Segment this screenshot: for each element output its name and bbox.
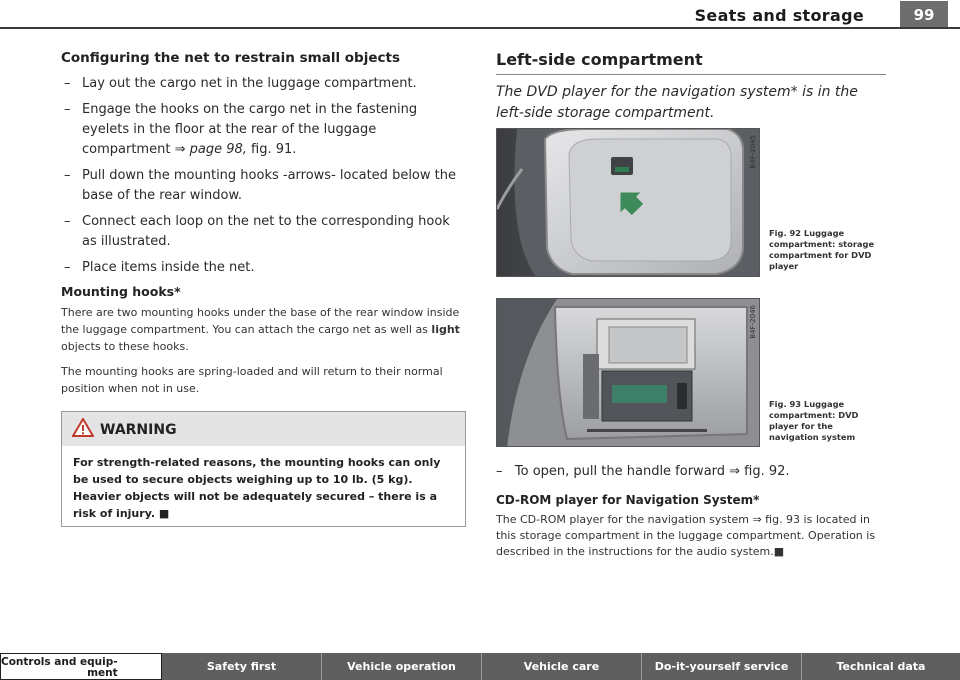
- page-number: 99: [900, 1, 948, 28]
- heading-rule: [496, 74, 886, 75]
- step-item: – Engage the hooks on the cargo net in the fastening eyelets in the floor at the rear of the luggage compartment ⇒ page 98, fig. 91.: [61, 100, 466, 160]
- tab-safety-first[interactable]: Safety first: [162, 653, 322, 680]
- figure-code: B4F-2046: [749, 305, 757, 339]
- step-item: – Place items inside the net.: [61, 258, 466, 278]
- figure-92-storage-compartment: [496, 128, 760, 277]
- header-rule: [0, 27, 960, 29]
- net-config-steps: [61, 74, 466, 278]
- section-title: Seats and storage: [694, 6, 864, 25]
- warning-header: [62, 412, 465, 446]
- right-body: [496, 462, 886, 560]
- figure-code: B4F-2045: [749, 135, 757, 169]
- spring-loaded-para: The mounting hooks are spring-loaded and will return to their normal position when not in use.: [61, 365, 443, 395]
- mounting-hooks-heading: Mounting hooks*: [61, 284, 181, 299]
- fig-ref-link[interactable]: fig. 91.: [251, 142, 297, 157]
- chapter-tabs: [0, 653, 960, 680]
- xref-arrow: ⇒: [174, 142, 186, 157]
- net-config-heading: Configuring the net to restrain small objects: [61, 50, 400, 66]
- intro-text: The DVD player for the navigation system* is in the left-side storage compartment.: [496, 84, 858, 121]
- tab-vehicle-care[interactable]: Vehicle care: [482, 653, 642, 680]
- step-item: – Pull down the mounting hooks -arrows- located below the base of the rear window.: [61, 166, 466, 206]
- left-column: [61, 50, 466, 527]
- step-item: – Connect each loop on the net to the corresponding hook as illustrated.: [61, 212, 466, 252]
- cdrom-para: The CD-ROM player for the navigation system ⇒ fig. 93 is located in this storage compartment in the luggage compartment. Operation is described in the instructions for the audio system.■: [496, 513, 876, 558]
- tab-technical-data[interactable]: Technical data: [802, 653, 960, 680]
- tab-vehicle-operation[interactable]: Vehicle operation: [322, 653, 482, 680]
- dvd-player-illustration: [497, 299, 760, 447]
- page-ref-link[interactable]: page 98,: [189, 142, 247, 157]
- warning-triangle-icon: [72, 418, 94, 441]
- step-item: – Lay out the cargo net in the luggage compartment.: [61, 74, 466, 94]
- warning-text: For strength-related reasons, the mounting hooks can only be used to secure objects weighing up to 10 lb. (5 kg). Heavier objects will not be adequately secured – there is a risk of injury. ■: [73, 456, 441, 520]
- mounting-hooks-para: There are two mounting hooks under the base of the rear window inside the luggage compartment. You can attach the cargo net as well as light objects to these hooks.: [61, 306, 460, 353]
- open-instruction: – To open, pull the handle forward ⇒ fig. 92.: [496, 464, 790, 479]
- left-compartment-heading: Left-side compartment: [496, 50, 703, 69]
- figure-93-caption: Fig. 93 Luggage compartment: DVD player for the navigation system: [769, 399, 859, 442]
- warning-title: WARNING: [100, 421, 177, 438]
- figure-92-caption: Fig. 92 Luggage compartment: storage compartment for DVD player: [769, 228, 875, 271]
- tab-do-it-yourself-service[interactable]: Do-it-yourself service: [642, 653, 802, 680]
- warning-box: [61, 411, 466, 527]
- figure-93-dvd-player: [496, 298, 760, 447]
- end-mark: ■: [158, 507, 170, 520]
- end-mark: ■: [773, 545, 785, 558]
- tab-controls-and-equipment[interactable]: Controls and equip- ment: [0, 653, 162, 680]
- storage-compartment-illustration: [497, 129, 760, 277]
- cdrom-heading: CD-ROM player for Navigation System*: [496, 493, 760, 507]
- right-column: [496, 50, 886, 570]
